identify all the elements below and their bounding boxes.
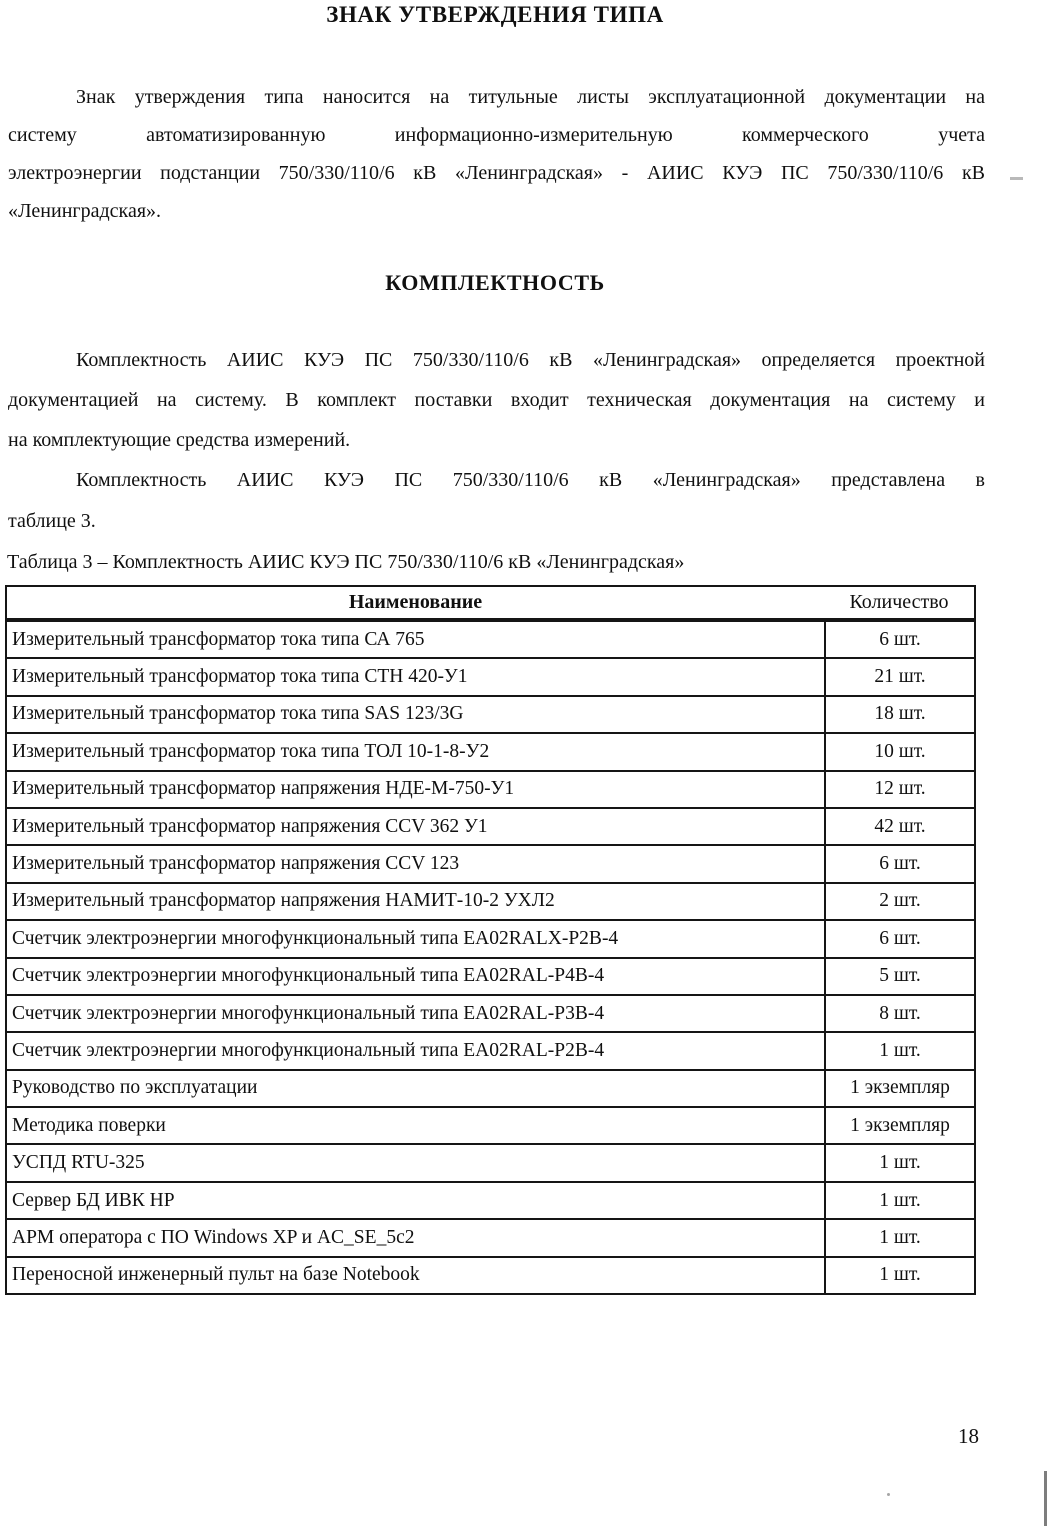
table-cell-qty: 10 шт. xyxy=(824,732,974,769)
table-header-name: Наименование xyxy=(7,587,824,620)
table-cell-qty: 1 шт. xyxy=(824,1218,974,1255)
paragraph-line: электроэнергии подстанции 750/330/110/6 кВ «Ленинградская» - АИИС КУЭ ПС 750/330/110/6 кВ xyxy=(8,162,985,184)
table-cell-name: Измерительный трансформатор напряжения CCV 362 У1 xyxy=(7,807,824,844)
table-cell-qty: 1 шт. xyxy=(824,1143,974,1180)
paragraph-line: «Ленинградская». xyxy=(8,200,162,222)
table-cell-qty: 1 шт. xyxy=(824,1181,974,1218)
paragraph-line: на комплектующие средства измерений. xyxy=(8,429,351,451)
table-cell-qty: 2 шт. xyxy=(824,882,974,919)
table-caption: Таблица 3 – Комплектность АИИС КУЭ ПС 750/330/110/6 кВ «Ленинградская» xyxy=(7,551,685,573)
section-heading: КОМПЛЕКТНОСТЬ xyxy=(385,270,605,295)
completeness-paragraph-1 xyxy=(8,340,985,460)
table-cell-name: Измерительный трансформатор напряжения НАМИТ-10-2 УХЛ2 xyxy=(7,882,824,919)
table-cell-name: Сервер БД ИВК HP xyxy=(7,1181,824,1218)
table-cell-name: Измерительный трансформатор тока типа СА 765 xyxy=(7,620,824,657)
table-cell-name: Счетчик электроэнергии многофункциональный типа EA02RAL-P3B-4 xyxy=(7,994,824,1031)
table-cell-qty: 12 шт. xyxy=(824,770,974,807)
paragraph-line: таблице 3. xyxy=(8,510,96,532)
table-cell-qty: 6 шт. xyxy=(824,844,974,881)
table-cell-qty: 18 шт. xyxy=(824,695,974,732)
table-cell-name: Методика поверки xyxy=(7,1106,824,1143)
table-cell-name: Измерительный трансформатор напряжения CCV 123 xyxy=(7,844,824,881)
table-cell-qty: 21 шт. xyxy=(824,657,974,694)
table-cell-name: Измерительный трансформатор тока типа СТН 420-У1 xyxy=(7,657,824,694)
table-cell-qty: 42 шт. xyxy=(824,807,974,844)
completeness-paragraph-2 xyxy=(8,460,985,542)
document-title: ЗНАК УТВЕРЖДЕНИЯ ТИПА xyxy=(326,2,664,27)
completeness-table xyxy=(5,585,976,1295)
scan-artifact-dash xyxy=(1010,177,1023,180)
intro-paragraph xyxy=(8,78,985,230)
scan-artifact-vline xyxy=(1044,1471,1047,1526)
table-cell-name: Измерительный трансформатор напряжения НДЕ-М-750-У1 xyxy=(7,770,824,807)
table-cell-qty: 1 шт. xyxy=(824,1031,974,1068)
table-cell-name: Руководство по эксплуатации xyxy=(7,1069,824,1106)
table-cell-name: Счетчик электроэнергии многофункциональный типа EA02RAL-P4B-4 xyxy=(7,957,824,994)
table-cell-qty: 1 экземпляр xyxy=(824,1069,974,1106)
table-cell-name: АРМ оператора с ПО Windows XP и AC_SE_5c2 xyxy=(7,1218,824,1255)
paragraph-line: Комплектность АИИС КУЭ ПС 750/330/110/6 кВ «Ленинградская» определяется проектной xyxy=(76,349,985,371)
table-cell-qty: 1 экземпляр xyxy=(824,1106,974,1143)
table-cell-qty: 5 шт. xyxy=(824,957,974,994)
table-cell-qty: 8 шт. xyxy=(824,994,974,1031)
table-cell-name: Счетчик электроэнергии многофункциональный типа EA02RAL-P2B-4 xyxy=(7,1031,824,1068)
page-number: 18 xyxy=(958,1424,979,1448)
scan-artifact-dot xyxy=(887,1493,890,1496)
table-cell-name: Измерительный трансформатор тока типа SAS 123/3G xyxy=(7,695,824,732)
table-header-qty: Количество xyxy=(824,587,974,620)
paragraph-line: документацией на систему. В комплект поставки входит техническая документация на систему и xyxy=(8,389,985,411)
table-cell-qty: 6 шт. xyxy=(824,919,974,956)
table-cell-qty: 1 шт. xyxy=(824,1256,974,1293)
table-cell-name: Счетчик электроэнергии многофункциональный типа EA02RALX-P2B-4 xyxy=(7,919,824,956)
paragraph-line: систему автоматизированную информационно-измерительную коммерческого учета xyxy=(8,124,985,146)
table-cell-name: УСПД RTU-325 xyxy=(7,1143,824,1180)
paragraph-line: Комплектность АИИС КУЭ ПС 750/330/110/6 кВ «Ленинградская» представлена в xyxy=(76,469,985,491)
paragraph-line: Знак утверждения типа наносится на титульные листы эксплуатационной документации на xyxy=(76,86,985,108)
table-cell-qty: 6 шт. xyxy=(824,620,974,657)
table-cell-name: Измерительный трансформатор тока типа ТОЛ 10-1-8-У2 xyxy=(7,732,824,769)
table-cell-name: Переносной инженерный пульт на базе Notebook xyxy=(7,1256,824,1293)
